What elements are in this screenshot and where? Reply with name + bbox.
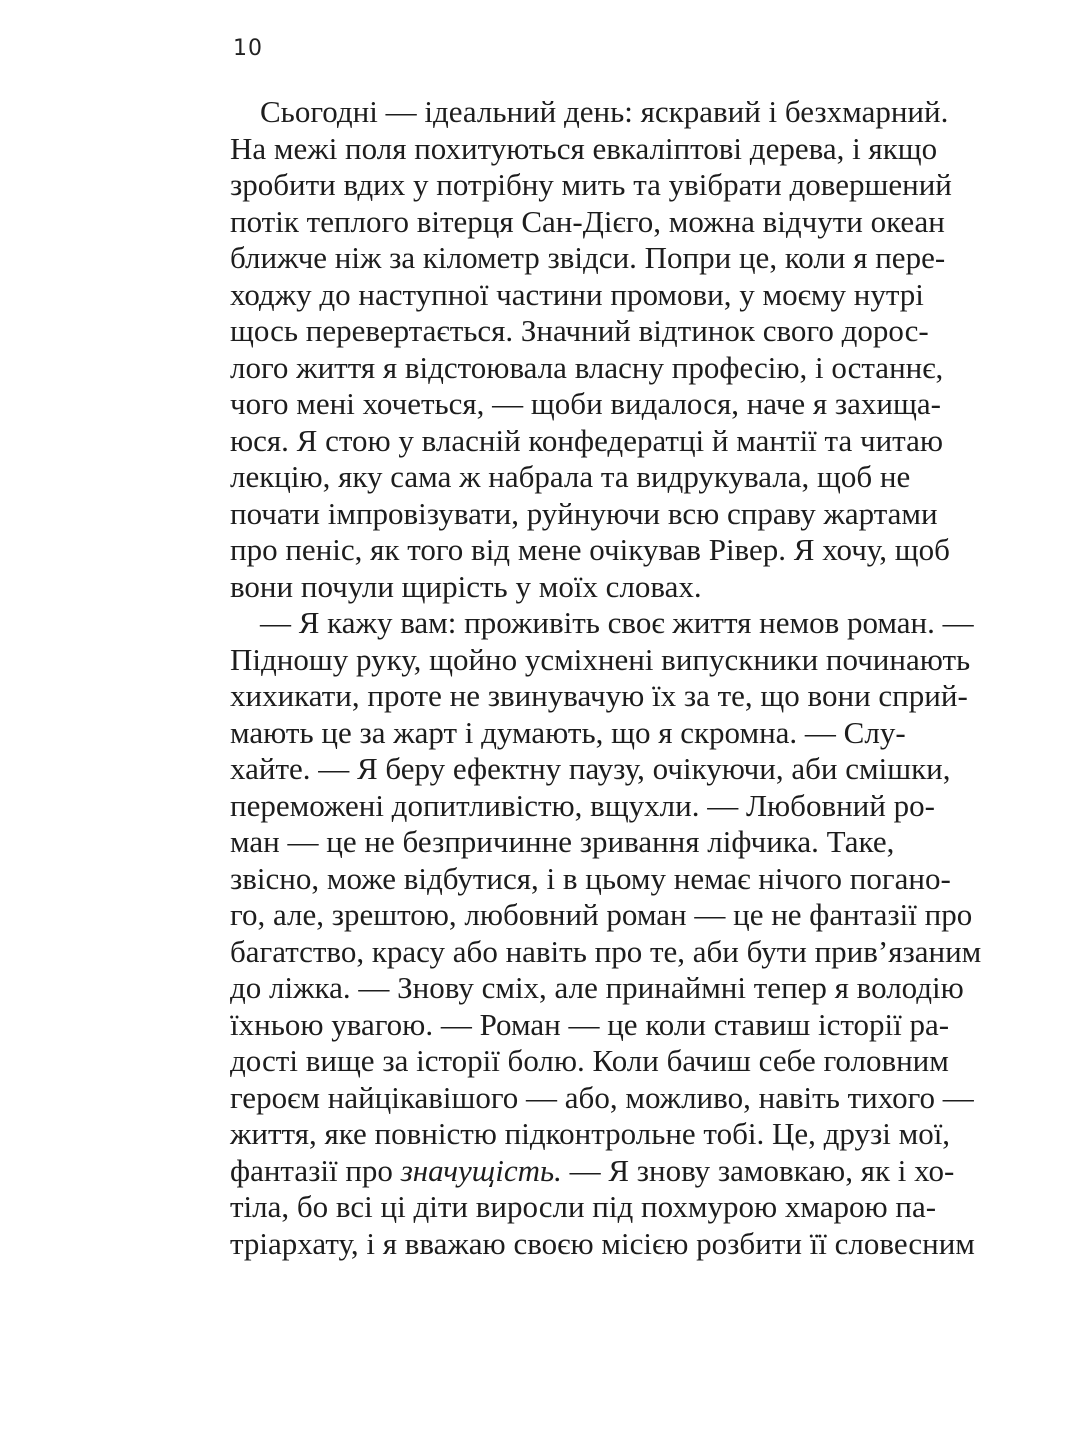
text-line: про пеніс, як того від мене очікував Рівер. Я хочу, щоб bbox=[230, 532, 950, 567]
text-line-mixed bbox=[230, 1152, 955, 1190]
text-line: до ліжка. — Знову сміх, але принаймні тепер я володію bbox=[230, 970, 964, 1005]
text-line: ближче ніж за кілометр звідси. Попри це, коли я пере- bbox=[230, 240, 946, 275]
text-line: почати імпровізувати, руйнуючи всю справу жартами bbox=[230, 495, 938, 531]
page-number: 10 bbox=[233, 36, 263, 61]
text-line: життя, яке повністю підконтрольне тобі. Це, друзі мої, bbox=[230, 1116, 951, 1151]
body-text bbox=[230, 94, 982, 1262]
text-line: героєм найцікавішого — або, можливо, навіть тихого — bbox=[230, 1079, 974, 1115]
text-line: На межі поля похитуються евкаліптові дерева, і якщо bbox=[230, 130, 938, 166]
text-line: мають це за жарт і думають, що я скромна. — Слу- bbox=[230, 714, 906, 750]
text-line: вони почули щирість у моїх словах. bbox=[230, 568, 702, 604]
text-line: Підношу руку, щойно усміхнені випускники починають bbox=[230, 641, 971, 677]
text-line: хайте. — Я беру ефектну паузу, очікуючи, аби смішки, bbox=[230, 751, 951, 786]
text-line: юся. Я стою у власній конфедератці й мантії та читаю bbox=[230, 422, 943, 458]
text-segment: — Я знову замовкаю, як і хо- bbox=[561, 1152, 955, 1188]
text-line: лого життя я відстоювала власну професію, і останнє, bbox=[230, 349, 944, 385]
text-line: щось перевертається. Значний відтинок свого дорос- bbox=[230, 313, 929, 348]
text-line: ходжу до наступної частини промови, у моєму нутрі bbox=[230, 276, 924, 312]
text-line: тіла, бо всі ці діти виросли під похмурою хмарою па- bbox=[230, 1189, 937, 1224]
text-segment: фантазії про bbox=[230, 1152, 393, 1188]
text-line: го, але, зрештою, любовний роман — це не фантазії про bbox=[230, 897, 973, 932]
text-line: тріархату, і я вважаю своєю місією розбити її словесним bbox=[230, 1225, 975, 1261]
text-line: ман — це не безпричинне зривання ліфчика. Таке, bbox=[230, 824, 895, 859]
text-line: дості вище за історії болю. Коли бачиш себе головним bbox=[230, 1043, 949, 1078]
text-line: звісно, може відбутися, і в цьому немає нічого погано- bbox=[230, 860, 951, 896]
text-line: лекцію, яку сама ж набрала та видрукувала, щоб не bbox=[230, 459, 911, 494]
text-line: — Я кажу вам: проживіть своє життя немов роман. — bbox=[260, 605, 974, 640]
text-line: хихикати, проте не звинувачую їх за те, що вони сприй- bbox=[230, 678, 968, 713]
text-line: Сьогодні — ідеальний день: яскравий і безхмарний. bbox=[260, 94, 949, 129]
text-line: багатство, красу або навіть про те, аби бути прив’язаним bbox=[230, 933, 982, 969]
text-line: потік теплого вітерця Сан-Дієго, можна відчути океан bbox=[230, 203, 945, 239]
italic-word: значущість. bbox=[400, 1152, 562, 1188]
text-line: зробити вдих у потрібну мить та увібрати довершений bbox=[230, 167, 952, 202]
text-line: переможені допитливістю, вщухли. — Любовний ро- bbox=[230, 787, 935, 823]
text-line: їхньою увагою. — Роман — це коли ставиш історії ра- bbox=[230, 1006, 950, 1042]
text-line: чого мені хочеться, — щоби видалося, наче я захища- bbox=[230, 386, 941, 421]
